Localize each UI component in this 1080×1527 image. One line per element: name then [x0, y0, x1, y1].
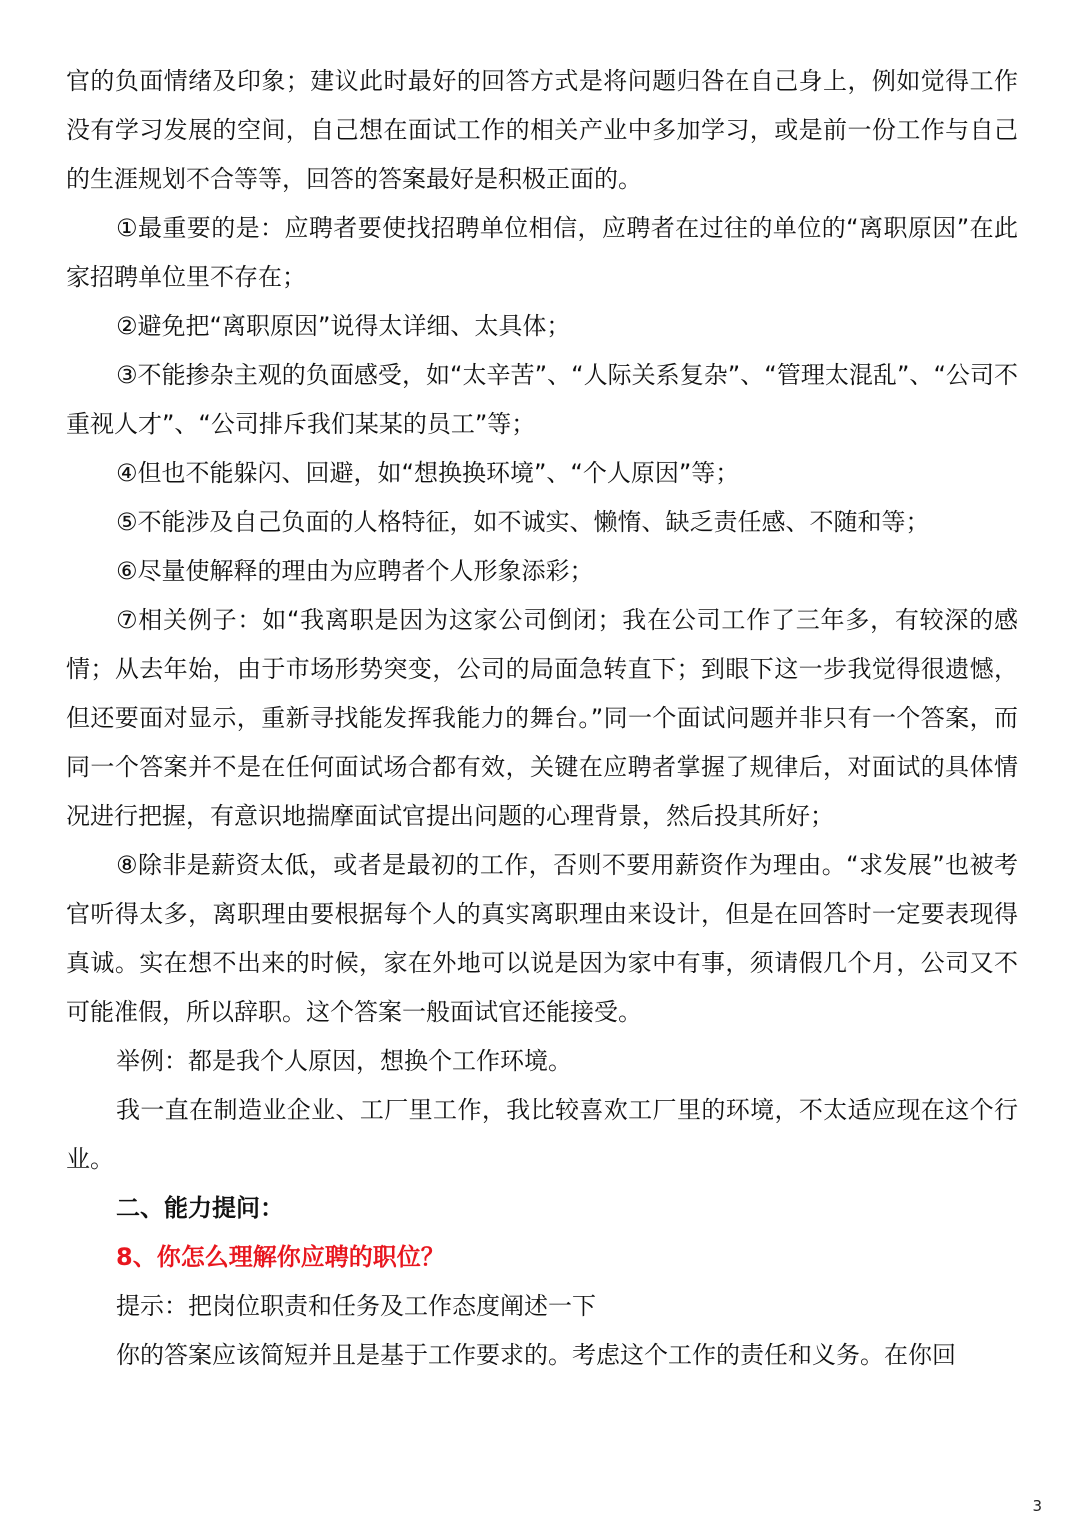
page-number: 3 — [1032, 1497, 1042, 1515]
paragraph-item-4: ④但也不能躲闪、回避，如“想换换环境”、“个人原因”等； — [116, 459, 740, 487]
paragraph-example-label: 举例：都是我个人原因，想换个工作环境。 — [116, 1047, 572, 1075]
question-heading: 8、你怎么理解你应聘的职位？ — [116, 1243, 445, 1271]
paragraph-item-6: ⑥尽量使解释的理由为应聘者个人形象添彩； — [116, 557, 594, 585]
document-page — [66, 57, 1018, 1380]
paragraph-item-1: ①最重要的是：应聘者要使找招聘单位相信，应聘者在过往的单位的“离职原因”在此家招聘单位里不存在； — [66, 214, 1018, 291]
paragraph-item-5: ⑤不能涉及自己负面的人格特征，如不诚实、懒惰、缺乏责任感、不随和等； — [116, 508, 930, 536]
paragraph-continuation: 官的负面情绪及印象；建议此时最好的回答方式是将问题归咎在自己身上，例如觉得工作没有学习发展的空间，自己想在面试工作的相关产业中多加学习，或是前一份工作与自己的生涯规划不合等等，回答的答案最好是积极正面的。 — [66, 67, 1018, 193]
section-heading: 二、能力提问： — [116, 1194, 284, 1222]
paragraph-item-2: ②避免把“离职原因”说得太详细、太具体； — [116, 312, 571, 340]
paragraph-item-7: ⑦相关例子：如“我离职是因为这家公司倒闭；我在公司工作了三年多，有较深的感情；从去年始，由于市场形势突变，公司的局面急转直下；到眼下这一步我觉得很遗憾，但还要面对显示，重新寻找能发挥我能力的舞台。”同一个面试问题并非只有一个答案，而同一个答案并不是在任何面试场合都有效，关键在应聘者掌握了规律后，对面试的具体情况进行把握，有意识地揣摩面试官提出问题的心理背景，然后投其所好； — [66, 606, 1018, 830]
paragraph-hint: 提示：把岗位职责和任务及工作态度阐述一下 — [116, 1292, 596, 1320]
paragraph-answer: 你的答案应该简短并且是基于工作要求的。考虑这个工作的责任和义务。在你回 — [116, 1341, 956, 1369]
paragraph-item-8: ⑧除非是薪资太低，或者是最初的工作，否则不要用薪资作为理由。“求发展”也被考官听得太多，离职理由要根据每个人的真实离职理由来设计，但是在回答时一定要表现得真诚。实在想不出来的时候，家在外地可以说是因为家中有事，须请假几个月，公司又不可能准假，所以辞职。这个答案一般面试官还能接受。 — [66, 851, 1018, 1026]
paragraph-item-3: ③不能掺杂主观的负面感受，如“太辛苦”、“人际关系复杂”、“管理太混乱”、“公司不重视人才”、“公司排斥我们某某的员工”等； — [66, 361, 1018, 438]
paragraph-example-body: 我一直在制造业企业、工厂里工作，我比较喜欢工厂里的环境，不太适应现在这个行业。 — [66, 1096, 1018, 1173]
